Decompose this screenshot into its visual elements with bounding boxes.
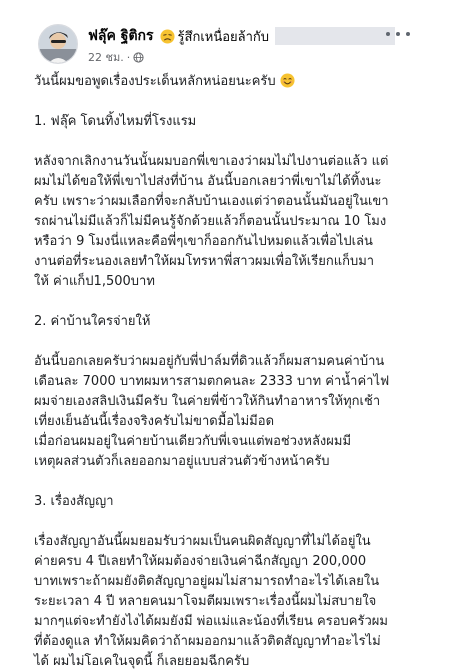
redacted-block xyxy=(275,27,395,45)
post-header xyxy=(38,24,438,68)
section-heading: 1. ฟลุ๊ค โดนทิ้งไหมที่โรงแรม xyxy=(34,114,197,129)
author-name[interactable]: ฟลุ๊ค ฐิติกร xyxy=(88,28,154,44)
smile-icon xyxy=(280,73,295,88)
dot-icon xyxy=(386,32,390,36)
section-heading: 3. เรื่องสัญญา xyxy=(34,494,114,509)
section-body: เรื่องสัญญาอันนี้ผมยอมรับว่าผมเป็นคนผิดสัญญาที่ไม่ได้อยู่ใน ค่ายครบ 4 ปีเลยทำให้ผมต้องจ่ายเงินค่าฉีกสัญญา 200,000 บาทเพราะถ้าผมยังติดสัญญาอยู่ผมไม่สามารถทำอะไรได้เลยใน ระยะเวลา 4 ปี หลายคนมาโจมตีผมเพราะเรื่องนี้ผมไม่สบายใจ มากๆแต่จะทำยังไงได้ผมยังมี พ่อแม่และน้องที่เรียน ครอบครัวผม ที่ต้องดูแล ทำให้ผมคิดว่าถ้าผมออกมาแล้วติดสัญญาทำอะไรไม่ ได้ ผมไม่โอเคในจุดนี้ ก็เลยยอมฉีกครับ xyxy=(34,534,388,669)
meta-separator: · xyxy=(126,50,131,64)
post-content xyxy=(34,72,439,672)
globe-icon[interactable] xyxy=(133,52,144,63)
section-heading: 2. ค่าบ้านใครจ่ายให้ xyxy=(34,314,151,329)
intro-text: วันนี้ผมขอพูดเรื่องประเด็นหลักหน่อยนะครับ xyxy=(34,74,276,89)
feeling-text: รู้สึกเหนื่อยล้ากับ xyxy=(177,29,270,45)
post-intro xyxy=(34,72,439,92)
avatar-image xyxy=(39,25,78,64)
more-options-button[interactable] xyxy=(386,26,410,42)
tired-face-icon xyxy=(160,29,175,44)
author-line xyxy=(88,26,395,46)
post-meta xyxy=(88,48,144,66)
avatar[interactable] xyxy=(38,24,78,64)
dot-icon xyxy=(396,32,400,36)
post-timestamp[interactable]: 22 ชม. xyxy=(88,51,124,64)
section-body: อันนี้บอกเลยครับว่าผมอยู่กับพี่ปาล์มที่ดิวแล้วก็ผมสามคนค่าบ้าน เดือนละ 7000 บาทผมหารสามตกคนละ 2333 บาท ค่าน้ำค่าไฟ ผมจ่ายเองสลิปเงินมีครับ ในค่ายพี่ข้าวให้กินทำอาหารให้ทุกเช้า เที่ยงเย็นอันนี้เรื่องจริงครับไม่ขาดมื้อไม่มีอด เมื่อก่อนผมอยู่ในค่ายบ้านเดียวกับพี่เจนแต่พอช่วงหลังผมมี เหตุผลส่วนตัวก็เลยออกมาอยู่แบบส่วนตัวข้างหน้าครับ xyxy=(34,354,390,469)
section-body: หลังจากเลิกงานวันนั้นผมบอกพี่เขาเองว่าผมไม่ไปงานต่อแล้ว แต่ ผมไม่ได้ขอให้พี่เขาไปส่งที่บ้าน อันนี้บอกเลยว่าพี่เขาไม่ได้ทิ้งนะ ครับ เพราะว่าผมเลือกที่จะกลับบ้านเองแต่ว่าตอนนั้นมันอยู่ในเขา รถผ่านไม่มีแล้วก็ไม่มีคนรู้จักด้วยแล้วก็ตอนนั้นประมาณ 10 โมง หรือว่า 9 โมงนี่แหละคือพี่ๆเขาก็ออกกันไปหมดแล้วเพื่อไปเล่น งานต่อที่ระนองเลยทำให้ผมโทรหาพี่สาวผมเพื่อให้เรียกแก็บมา ให้ ค่าแก็ป1,500บาท xyxy=(34,154,389,289)
dot-icon xyxy=(406,32,410,36)
